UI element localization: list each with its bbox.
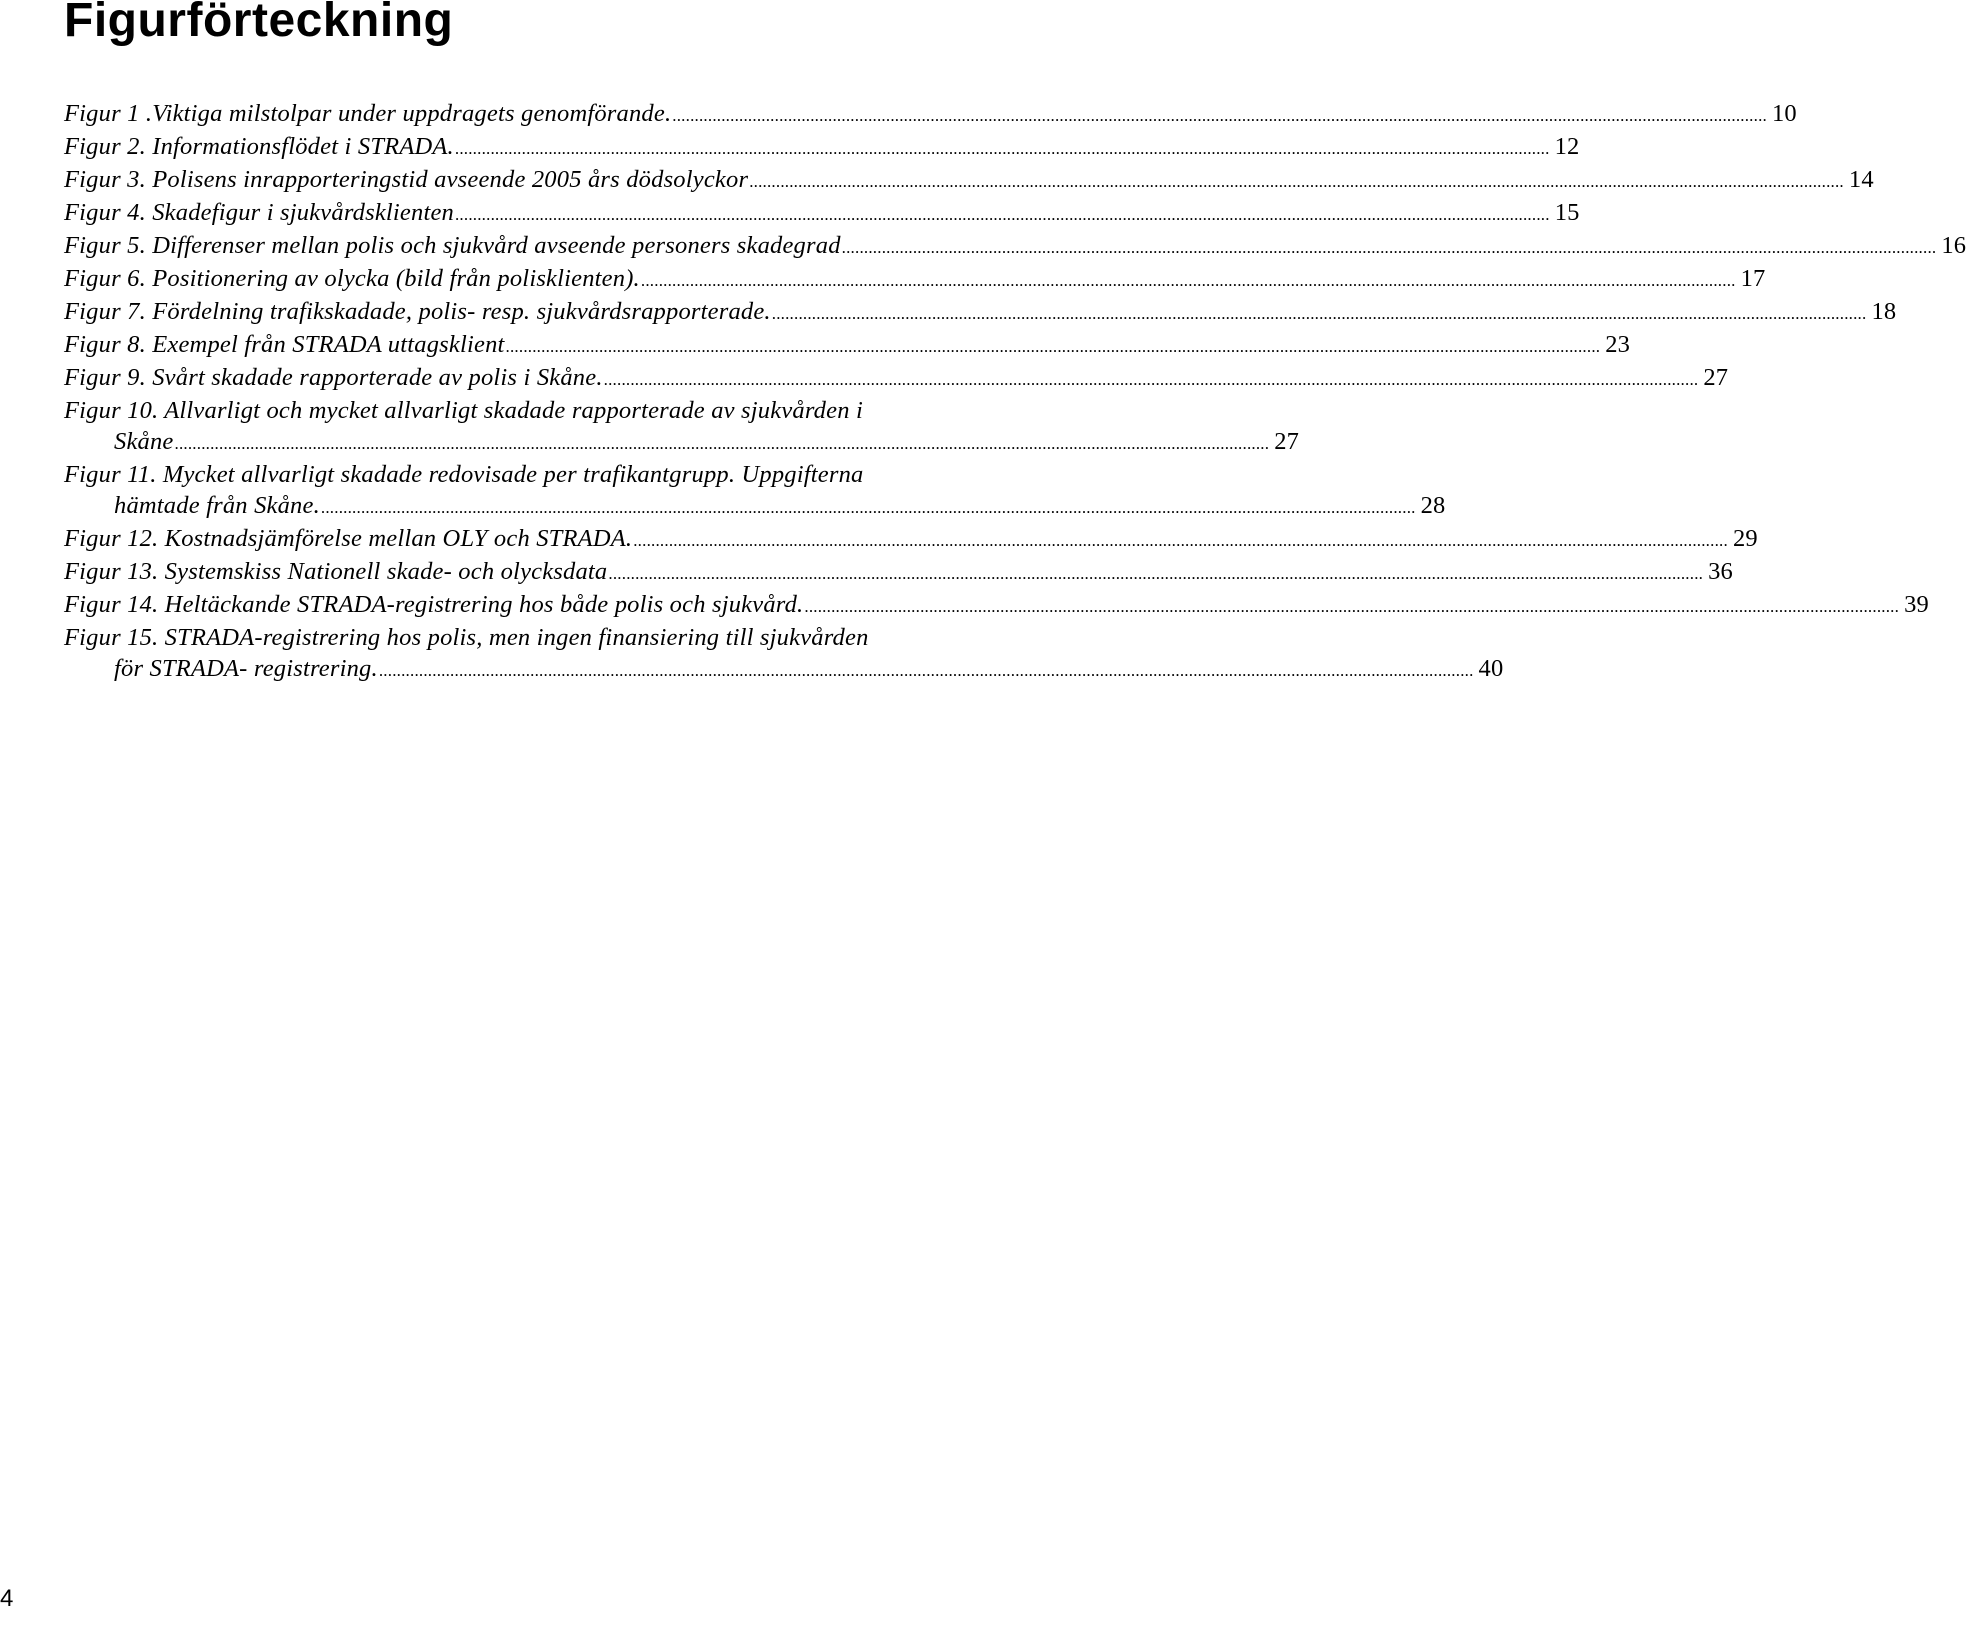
- entry-title-line: Figur 10. Allvarligt och mycket allvarligt skadade rapporterade av sjukvården i: [64, 397, 863, 424]
- entry-title: Figur 8. Exempel från STRADA uttagsklient: [64, 331, 505, 358]
- entry-page: 12: [1554, 133, 1580, 160]
- entry-title: Skåne: [114, 428, 174, 455]
- entry-title-line: Figur 11. Mycket allvarligt skadade redovisade per trafikantgrupp. Uppgifterna: [64, 461, 864, 488]
- entry-page: 27: [1274, 428, 1300, 455]
- figure-entry[interactable]: [64, 556, 1733, 589]
- figure-entry[interactable]: [64, 98, 1797, 131]
- entry-title: Figur 2. Informationsflödet i STRADA.: [64, 133, 454, 160]
- entry-page: 40: [1478, 655, 1504, 682]
- entry-page: 18: [1871, 298, 1897, 325]
- dot-leader: ......................................................................................................................................................................................................................................................: [633, 531, 1728, 550]
- entry-title: hämtade från Skåne.: [114, 492, 320, 519]
- entry-title: Figur 12. Kostnadsjämförelse mellan OLY och STRADA.: [64, 525, 633, 552]
- dot-leader: ......................................................................................................................................................................................................................................................: [505, 337, 1601, 356]
- entry-page: 23: [1605, 331, 1631, 358]
- dot-leader: ......................................................................................................................................................................................................................................................: [749, 172, 1844, 191]
- figure-entry[interactable]: [64, 329, 1631, 362]
- figure-entry[interactable]: [64, 622, 1504, 686]
- dot-leader: ......................................................................................................................................................................................................................................................: [454, 205, 1550, 224]
- dot-leader: ......................................................................................................................................................................................................................................................: [804, 597, 1900, 616]
- dot-leader: ......................................................................................................................................................................................................................................................: [174, 434, 1270, 453]
- dot-leader: ......................................................................................................................................................................................................................................................: [603, 370, 1699, 389]
- entry-page: 17: [1740, 265, 1766, 292]
- entry-page: 14: [1848, 166, 1874, 193]
- entry-title: Figur 13. Systemskiss Nationell skade- och olycksdata: [64, 558, 608, 585]
- entry-page: 16: [1941, 232, 1966, 259]
- dot-leader: ......................................................................................................................................................................................................................................................: [771, 304, 1867, 323]
- entry-page: 27: [1703, 364, 1729, 391]
- entry-page: 39: [1904, 591, 1929, 618]
- figure-entry[interactable]: [64, 523, 1758, 556]
- figure-entry[interactable]: [64, 362, 1729, 395]
- figure-entry[interactable]: [64, 197, 1580, 230]
- entry-title-line: Figur 15. STRADA-registrering hos polis, men ingen finansiering till sjukvården: [64, 624, 869, 651]
- figure-list: [64, 98, 1966, 686]
- entry-title: Figur 9. Svårt skadade rapporterade av polis i Skåne.: [64, 364, 603, 391]
- dot-leader: ......................................................................................................................................................................................................................................................: [841, 238, 1937, 257]
- entry-page: 29: [1732, 525, 1758, 552]
- entry-title: Figur 14. Heltäckande STRADA-registrering hos både polis och sjukvård.: [64, 591, 804, 618]
- dot-leader: ......................................................................................................................................................................................................................................................: [378, 661, 1474, 680]
- entry-title: Figur 4. Skadefigur i sjukvårdsklienten: [64, 199, 454, 226]
- figure-entry[interactable]: [64, 164, 1874, 197]
- figure-entry[interactable]: [64, 230, 1966, 263]
- figure-entry[interactable]: [64, 131, 1580, 164]
- entry-title: Figur 6. Positionering av olycka (bild från polisklienten).: [64, 265, 640, 292]
- figure-entry[interactable]: [64, 263, 1766, 296]
- entry-page: 28: [1420, 492, 1446, 519]
- entry-page: 10: [1771, 100, 1797, 127]
- figure-entry[interactable]: [64, 395, 1300, 459]
- entry-title: Figur 7. Fördelning trafikskadade, polis- resp. sjukvårdsrapporterade.: [64, 298, 771, 325]
- dot-leader: ......................................................................................................................................................................................................................................................: [640, 271, 1736, 290]
- dot-leader: ......................................................................................................................................................................................................................................................: [454, 139, 1550, 158]
- entry-page: 36: [1708, 558, 1733, 585]
- entry-title: Figur 3. Polisens inrapporteringstid avseende 2005 års dödsolyckor: [64, 166, 749, 193]
- dot-leader: ......................................................................................................................................................................................................................................................: [672, 106, 1767, 125]
- dot-leader: ......................................................................................................................................................................................................................................................: [608, 564, 1704, 583]
- figure-entry[interactable]: [64, 459, 1446, 523]
- entry-title: för STRADA- registrering.: [114, 655, 378, 682]
- entry-title: Figur 1 .Viktiga milstolpar under uppdragets genomförande.: [64, 100, 672, 127]
- figure-entry[interactable]: [64, 589, 1929, 622]
- dot-leader: ......................................................................................................................................................................................................................................................: [320, 498, 1416, 517]
- entry-title: Figur 5. Differenser mellan polis och sjukvård avseende personers skadegrad: [64, 232, 841, 259]
- entry-page: 15: [1554, 199, 1580, 226]
- page-number: 4: [0, 1585, 14, 1612]
- page-title: Figurförteckning: [64, 0, 454, 47]
- figure-entry[interactable]: [64, 296, 1897, 329]
